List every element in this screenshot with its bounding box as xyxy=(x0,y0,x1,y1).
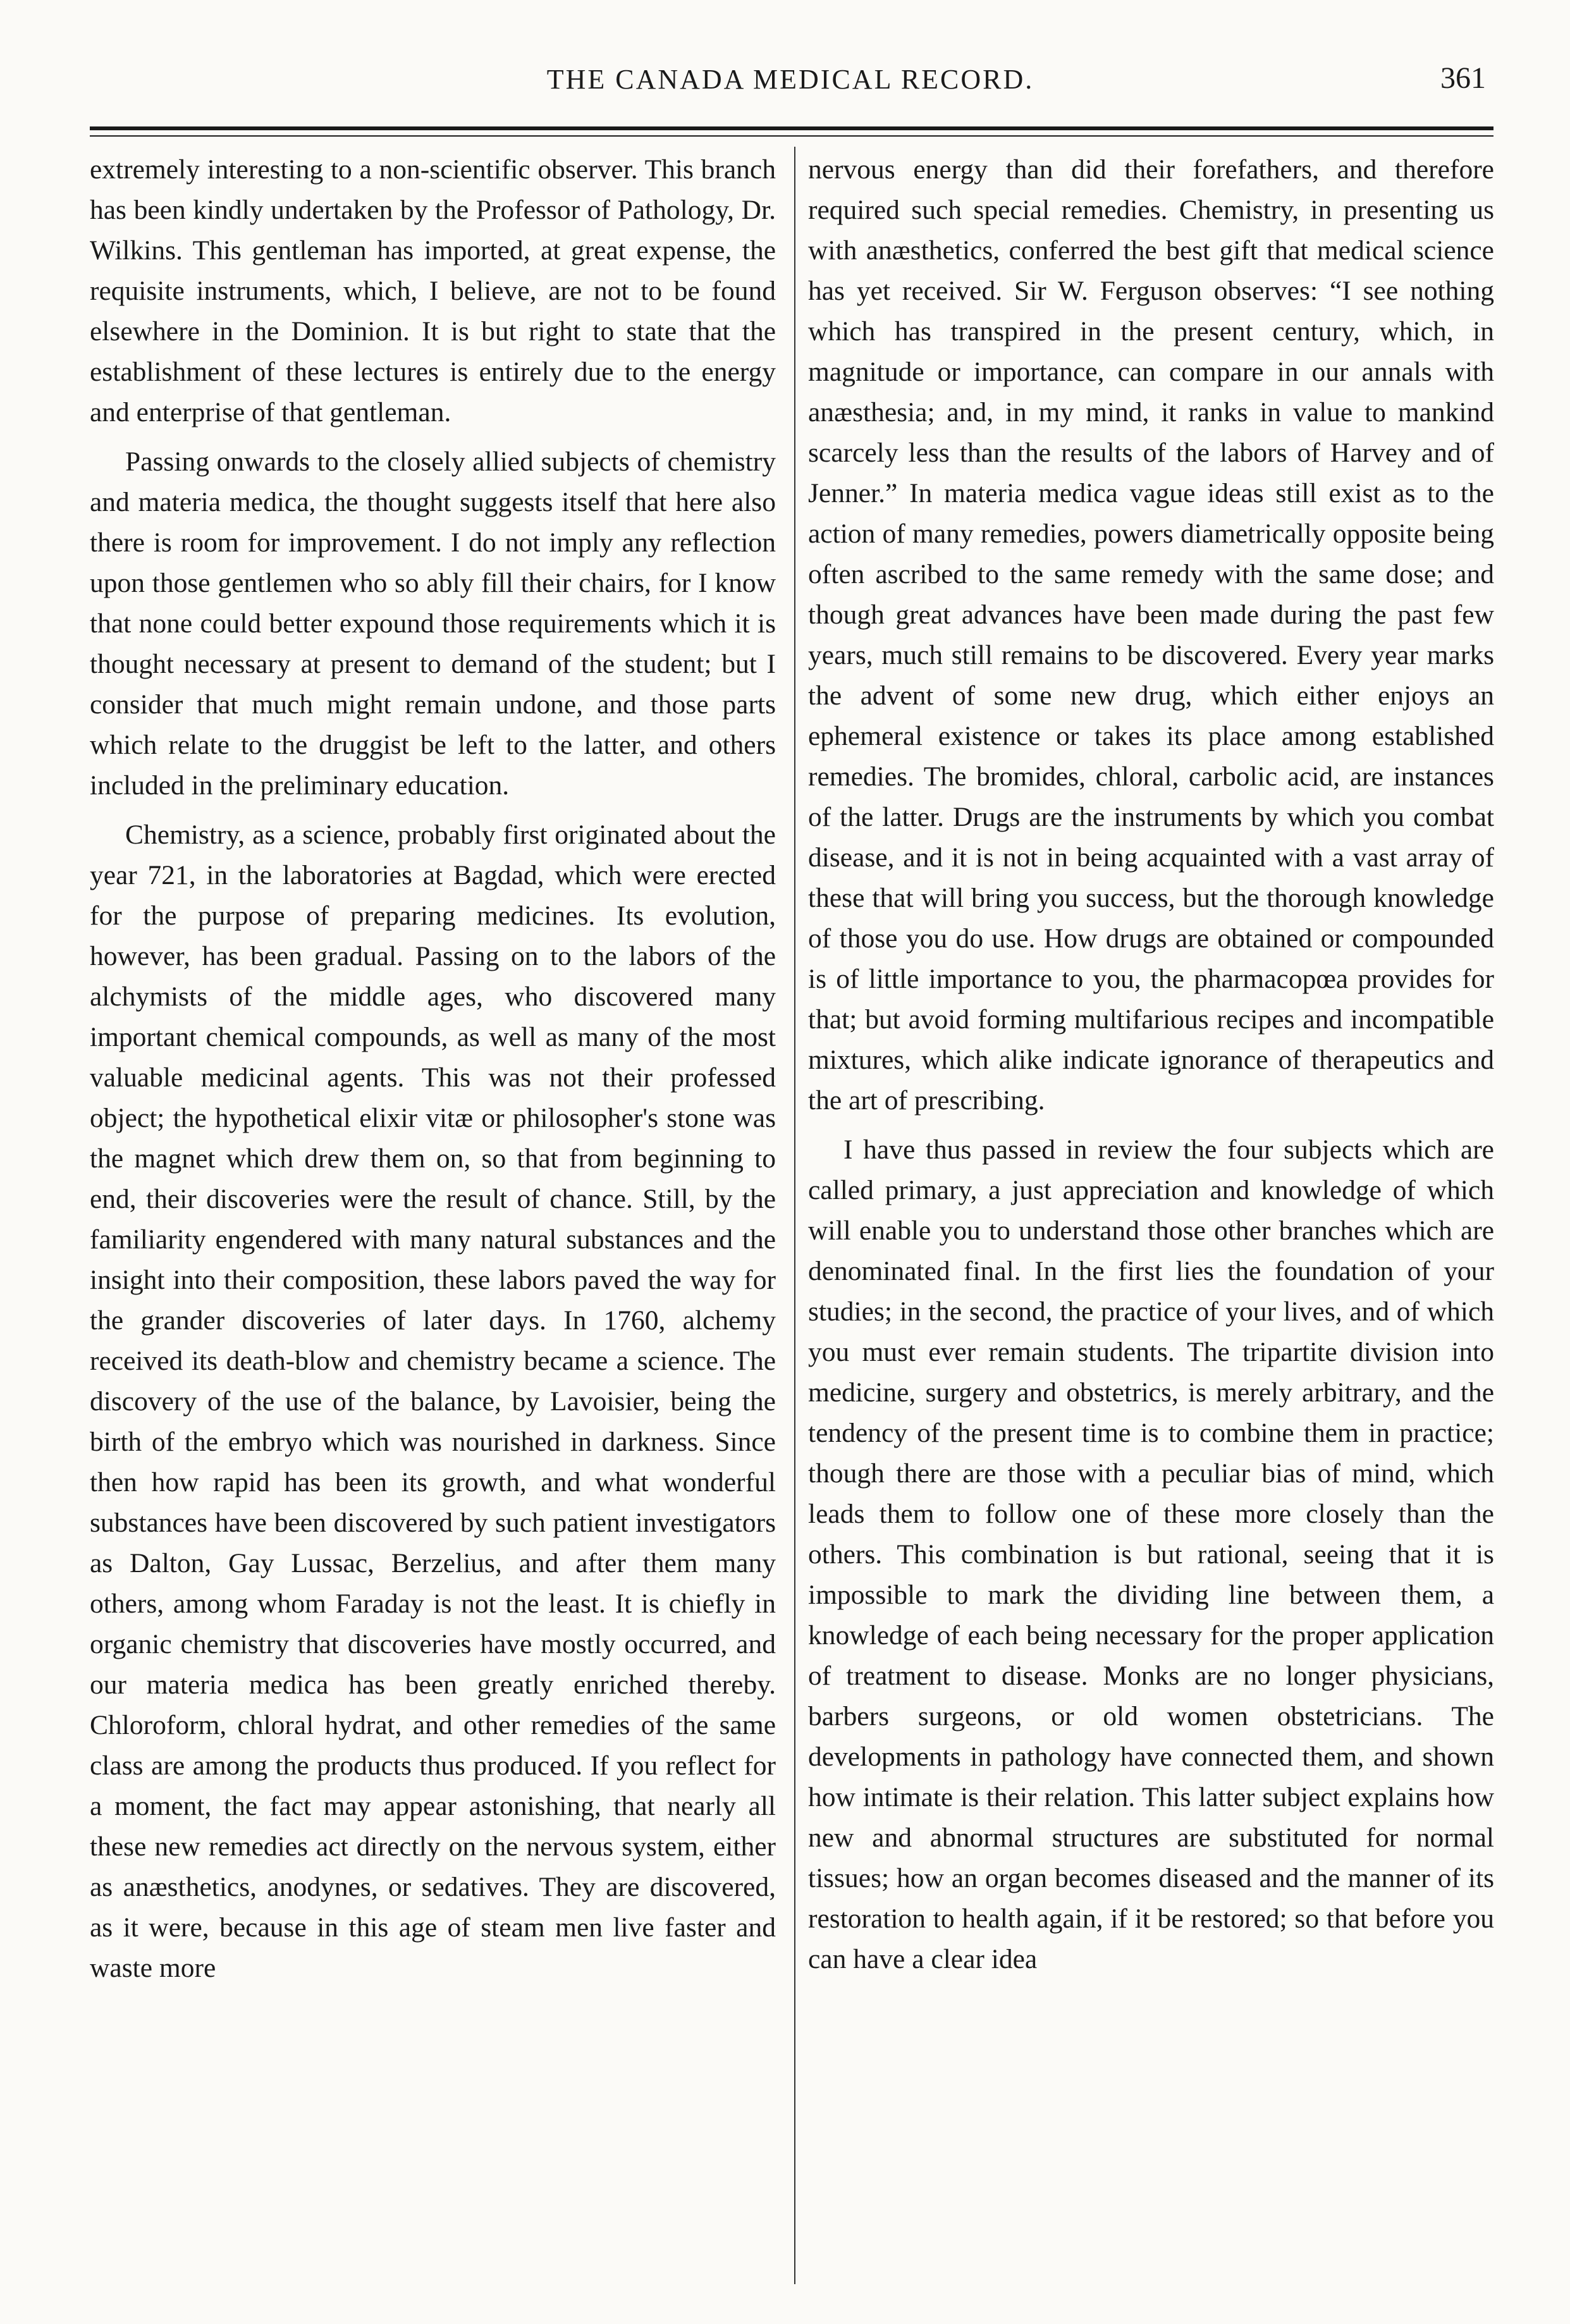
right-column xyxy=(808,149,1494,1988)
header-rule-thin xyxy=(90,135,1493,137)
journal-title: THE CANADA MEDICAL RECORD. xyxy=(546,64,1034,95)
header-rule-thick xyxy=(90,126,1493,130)
column-divider xyxy=(794,147,795,2284)
paragraph: extremely interesting to a non-scientific observer. This branch has been kindly undertaken by the Professor of Pathology, Dr. Wilkins. This gentleman has imported, at great expense, the requisite instruments, which, I believe, are not to be found elsewhere in the Dominion. It is but right to state that the establishment of these lectures is entirely due to the energy and enterprise of that gentleman. xyxy=(90,154,776,427)
left-column xyxy=(90,149,776,1997)
page-header xyxy=(89,61,1492,111)
page-number: 361 xyxy=(1440,61,1486,95)
paragraph: Chemistry, as a science, probably first originated about the year 721, in the laboratories at Bagdad, which were erected for the purpose of preparing medicines. Its evolution, however, has been gradual. Passing on to the labors of the alchymists of the middle ages, who discovered many important chemical compounds, as well as many of the most valuable medicinal agents. This was not their professed object; the hypothetical elixir vitæ or philosopher's stone was the magnet which drew them on, so that from beginning to end, their discoveries were the result of chance. Still, by the familiarity engendered with many natural substances and the insight into their composition, these labors paved the way for the grander discoveries of later days. In 1760, alchemy received its death-blow and chemistry became a science. The discovery of the use of the balance, by Lavoisier, being the birth of the embryo which was nourished in darkness. Since then how rapid has been its growth, and what wonderful substances have been discovered by such patient investigators as Dalton, Gay Lussac, Berzelius, and after them many others, among whom Faraday is not the least. It is chiefly in organic chemistry that discoveries have mostly occurred, and our materia medica has been greatly enriched thereby. Chloroform, chloral hydrat, and other remedies of the same class are among the products thus produced. If you reflect for a moment, the fact may appear astonishing, that nearly all these new remedies act directly on the nervous system, either as anæsthetics, anodynes, or sedatives. They are discovered, as it were, because in this age of steam men live faster and waste more xyxy=(90,820,776,1983)
paragraph: Passing onwards to the closely allied subjects of chemistry and materia medica, the thought suggests itself that here also there is room for improvement. I do not imply any reflection upon those gentlemen who so ably fill their chairs, for I know that none could better expound those requirements which it is thought necessary at present to demand of the student; but I consider that much might remain undone, and those parts which relate to the druggist be left to the latter, and others included in the preliminary education. xyxy=(90,446,776,801)
paragraph: nervous energy than did their forefathers, and therefore required such special remedies. Chemistry, in presenting us with anæsthetics, conferred the best gift that medical science has yet received. Sir W. Ferguson observes: “I see nothing which has transpired in the present century, which, in magnitude or importance, can compare in our annals with anæsthesia; and, in my mind, it ranks in value to mankind scarcely less than the results of the labors of Harvey and of Jenner.” In materia medica vague ideas still exist as to the action of many remedies, powers diametrically opposite being often ascribed to the same remedy with the same dose; and though great advances have been made during the past few years, much still remains to be discovered. Every year marks the advent of some new drug, which either enjoys an ephemeral existence or takes its place among established remedies. The bromides, chloral, carbolic acid, are instances of the latter. Drugs are the instruments by which you combat disease, and it is not in being acquainted with a vast array of these that will bring you success, but the thorough knowledge of those you do use. How drugs are obtained or compounded is of little importance to you, the pharmacopœa provides for that; but avoid forming multifarious recipes and incompatible mixtures, which alike indicate ignorance of therapeutics and the art of prescribing. xyxy=(808,154,1494,1116)
paragraph: I have thus passed in review the four subjects which are called primary, a just appreciation and knowledge of which will enable you to understand those other branches which are denominated final. In the first lies the foundation of your studies; in the second, the practice of your lives, and of which you must ever remain students. The tripartite division into medicine, surgery and obstetrics, is merely arbitrary, and the tendency of the present time is to combine them in practice; though there are those with a peculiar bias of mind, which leads them to follow one of these more closely than the others. This combination is but rational, seeing that it is impossible to mark the dividing line between them, a knowledge of each being necessary for the proper application of treatment to disease. Monks are no longer physicians, barbers surgeons, or old women obstetricians. The developments in pathology have connected them, and shown how intimate is their relation. This latter subject explains how new and abnormal structures are substituted for normal tissues; how an organ becomes diseased and the manner of its restoration to health again, if it be restored; so that before you can have a clear idea xyxy=(808,1134,1494,1974)
